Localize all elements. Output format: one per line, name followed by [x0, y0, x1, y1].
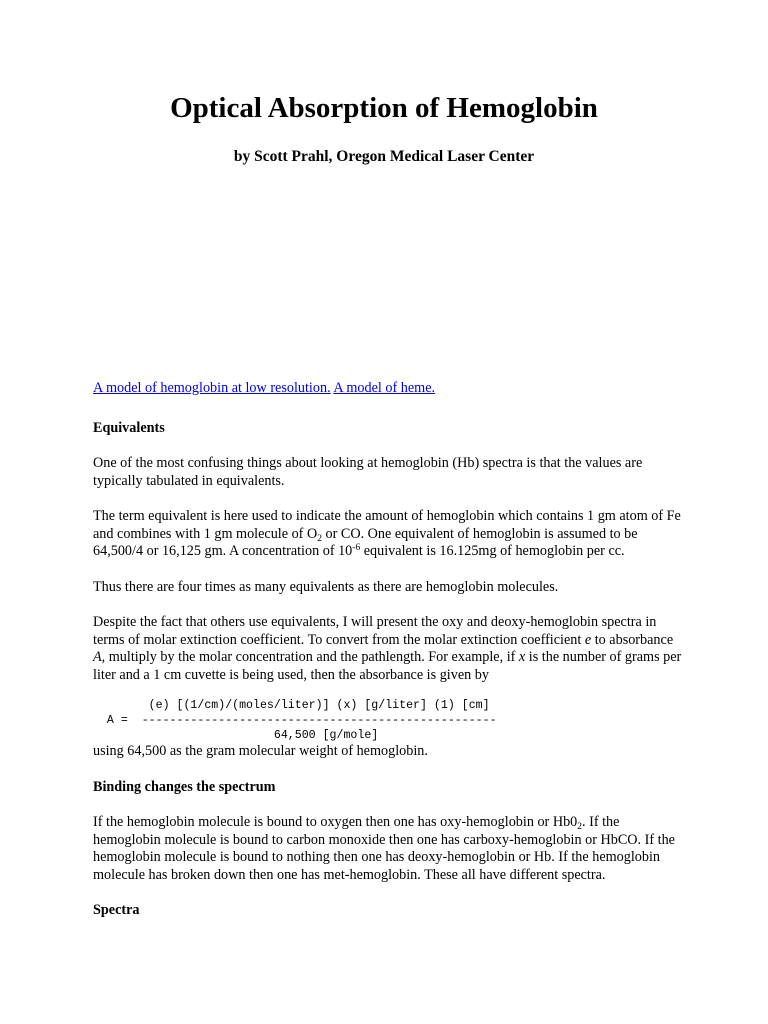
equivalents-paragraph-1: One of the most confusing things about looking at hemoglobin (Hb) spectra is that the values are typically tabulated in equivalents. [93, 455, 643, 489]
formula-denominator: 64,500 [g/mole] [93, 729, 379, 742]
author-byline: by Scott Prahl, Oregon Medical Laser Center [233, 148, 535, 165]
formula-divider: A = --------------------------------------------------- [93, 714, 497, 727]
equivalents-paragraph-4: Despite the fact that others use equivalents, I will present the oxy and deoxy-hemoglobin spectra in terms of molar extinction coefficient. To convert from the molar extinction coefficient e to absorbance A, multiply by the molar concentration and the pathlength. For example, if x is the number of grams per liter and a 1 cm cuvette is being used, then the absorbance is given by [93, 614, 682, 683]
equivalents-heading: Equivalents [93, 419, 165, 436]
document-body [93, 380, 683, 920]
formula-numerator: (e) [(1/cm)/(moles/liter)] (x) [g/liter] (1) [cm] [93, 699, 490, 712]
page-title: Optical Absorption of Hemoglobin [170, 92, 598, 124]
model-links [93, 380, 683, 398]
equivalents-paragraph-3: Thus there are four times as many equivalents as there are hemoglobin molecules. [93, 578, 559, 595]
absorbance-formula [93, 698, 683, 743]
low-resolution-model-link[interactable]: A model of hemoglobin at low resolution. [93, 380, 331, 396]
equivalents-paragraph-2: The term equivalent is here used to indicate the amount of hemoglobin which contains 1 gm atom of Fe and combines with 1 gm molecule of $O_2$ or CO. One equivalent of hemoglobin is assumed to be 64,500/4 or 16,125 gm. A concentration of $10^{-6}$ equivalent is 16.125mg of hemoglobin per cc. [93, 508, 681, 559]
binding-paragraph: If the hemoglobin molecule is bound to oxygen then one has oxy-hemoglobin or $Hb0_2$. If the hemoglobin molecule is bound to carbon monoxide then one has carboxy-hemoglobin or HbCO. If the hemoglobin molecule is bound to nothing then one has deoxy-hemoglobin or Hb. If the hemoglobin molecule has broken down then one has met-hemoglobin. These all have different spectra. [93, 814, 675, 883]
equivalents-paragraph-5: using 64,500 as the gram molecular weight of hemoglobin. [93, 743, 428, 759]
binding-heading: Binding changes the spectrum [93, 778, 276, 795]
spectra-heading: Spectra [93, 902, 140, 918]
heme-model-link[interactable]: A model of heme. [333, 380, 436, 396]
